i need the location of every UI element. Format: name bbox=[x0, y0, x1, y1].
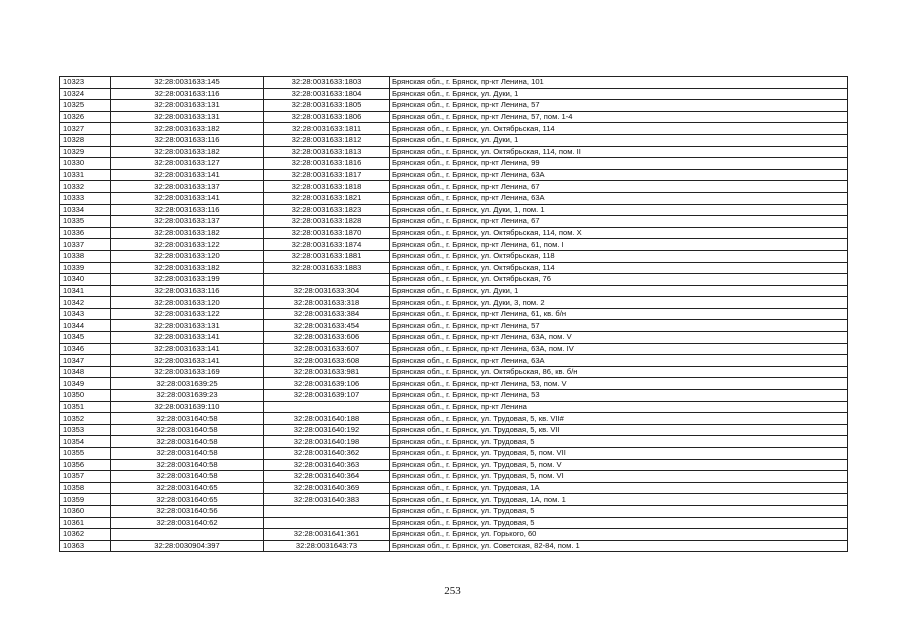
land-plot-number-cell: 32:28:0031633:145 bbox=[111, 77, 264, 89]
table-row bbox=[60, 471, 848, 483]
address-cell: Брянская обл., г. Брянск, пр-кт Ленина bbox=[390, 401, 848, 413]
row-number-cell: 10363 bbox=[60, 540, 111, 552]
object-number-cell: 32:28:0031633:608 bbox=[264, 355, 390, 367]
row-number-cell: 10362 bbox=[60, 529, 111, 541]
land-plot-number-cell: 32:28:0031640:58 bbox=[111, 471, 264, 483]
object-number-cell: 32:28:0031633:1806 bbox=[264, 111, 390, 123]
address-cell: Брянская обл., г. Брянск, пр-кт Ленина, 57 bbox=[390, 100, 848, 112]
land-plot-number-cell: 32:28:0031633:120 bbox=[111, 250, 264, 262]
object-number-cell: 32:28:0031640:363 bbox=[264, 459, 390, 471]
address-cell: Брянская обл., г. Брянск, пр-кт Ленина, 63А, пом. IV bbox=[390, 343, 848, 355]
address-cell: Брянская обл., г. Брянск, ул. Октябрьская, 114, пом. II bbox=[390, 146, 848, 158]
land-plot-number-cell: 32:28:0031633:141 bbox=[111, 343, 264, 355]
object-number-cell bbox=[264, 274, 390, 286]
address-cell: Брянская обл., г. Брянск, ул. Трудовая, 5 bbox=[390, 436, 848, 448]
address-cell: Брянская обл., г. Брянск, пр-кт Ленина, 63А bbox=[390, 355, 848, 367]
address-cell: Брянская обл., г. Брянск, пр-кт Ленина, 63А bbox=[390, 192, 848, 204]
table-row bbox=[60, 540, 848, 552]
land-plot-number-cell: 32:28:0031640:58 bbox=[111, 413, 264, 425]
land-plot-number-cell: 32:28:0031633:141 bbox=[111, 192, 264, 204]
address-cell: Брянская обл., г. Брянск, ул. Октябрьская, 114 bbox=[390, 262, 848, 274]
row-number-cell: 10345 bbox=[60, 332, 111, 344]
object-number-cell: 32:28:0031639:106 bbox=[264, 378, 390, 390]
object-number-cell: 32:28:0031640:383 bbox=[264, 494, 390, 506]
table-row bbox=[60, 216, 848, 228]
table-row bbox=[60, 146, 848, 158]
object-number-cell: 32:28:0031633:304 bbox=[264, 285, 390, 297]
land-plot-number-cell: 32:28:0031633:182 bbox=[111, 227, 264, 239]
table-row bbox=[60, 227, 848, 239]
registry-table bbox=[59, 76, 848, 552]
table-row bbox=[60, 436, 848, 448]
address-cell: Брянская обл., г. Брянск, ул. Трудовая, 5, пом. V bbox=[390, 459, 848, 471]
object-number-cell: 32:28:0031633:1811 bbox=[264, 123, 390, 135]
table-row bbox=[60, 390, 848, 402]
object-number-cell: 32:28:0031633:1805 bbox=[264, 100, 390, 112]
address-cell: Брянская обл., г. Брянск, пр-кт Ленина, 63А bbox=[390, 169, 848, 181]
object-number-cell: 32:28:0031633:1812 bbox=[264, 134, 390, 146]
land-plot-number-cell: 32:28:0031633:127 bbox=[111, 158, 264, 170]
address-cell: Брянская обл., г. Брянск, ул. Трудовая, 1А, пом. 1 bbox=[390, 494, 848, 506]
object-number-cell: 32:28:0031633:1816 bbox=[264, 158, 390, 170]
land-plot-number-cell: 32:28:0031640:62 bbox=[111, 517, 264, 529]
land-plot-number-cell: 32:28:0031633:182 bbox=[111, 123, 264, 135]
row-number-cell: 10333 bbox=[60, 192, 111, 204]
object-number-cell: 32:28:0031640:192 bbox=[264, 424, 390, 436]
object-number-cell bbox=[264, 505, 390, 517]
address-cell: Брянская обл., г. Брянск, ул. Дуки, 3, пом. 2 bbox=[390, 297, 848, 309]
row-number-cell: 10348 bbox=[60, 366, 111, 378]
row-number-cell: 10329 bbox=[60, 146, 111, 158]
address-cell: Брянская обл., г. Брянск, ул. Трудовая, 1А bbox=[390, 482, 848, 494]
address-cell: Брянская обл., г. Брянск, ул. Трудовая, 5, кв. VII bbox=[390, 424, 848, 436]
table-row bbox=[60, 285, 848, 297]
land-plot-number-cell: 32:28:0031633:122 bbox=[111, 239, 264, 251]
table-row bbox=[60, 123, 848, 135]
address-cell: Брянская обл., г. Брянск, пр-кт Ленина, 57 bbox=[390, 320, 848, 332]
land-plot-number-cell: 32:28:0031633:141 bbox=[111, 355, 264, 367]
address-cell: Брянская обл., г. Брянск, пр-кт Ленина, 53 bbox=[390, 390, 848, 402]
table-row bbox=[60, 77, 848, 89]
table-row bbox=[60, 343, 848, 355]
table-row bbox=[60, 378, 848, 390]
table-row bbox=[60, 158, 848, 170]
land-plot-number-cell: 32:28:0031633:131 bbox=[111, 320, 264, 332]
row-number-cell: 10334 bbox=[60, 204, 111, 216]
table-row bbox=[60, 169, 848, 181]
address-cell: Брянская обл., г. Брянск, ул. Октябрьская, 118 bbox=[390, 250, 848, 262]
table-row bbox=[60, 204, 848, 216]
row-number-cell: 10339 bbox=[60, 262, 111, 274]
object-number-cell: 32:28:0031633:607 bbox=[264, 343, 390, 355]
land-plot-number-cell: 32:28:0031633:131 bbox=[111, 111, 264, 123]
table-row bbox=[60, 250, 848, 262]
address-cell: Брянская обл., г. Брянск, ул. Октябрьская, 86, кв. б/н bbox=[390, 366, 848, 378]
table-row bbox=[60, 192, 848, 204]
object-number-cell: 32:28:0031633:981 bbox=[264, 366, 390, 378]
address-cell: Брянская обл., г. Брянск, ул. Октябрьская, 76 bbox=[390, 274, 848, 286]
table-row bbox=[60, 355, 848, 367]
address-cell: Брянская обл., г. Брянск, ул. Трудовая, 5 bbox=[390, 517, 848, 529]
object-number-cell: 32:28:0031641:361 bbox=[264, 529, 390, 541]
address-cell: Брянская обл., г. Брянск, пр-кт Ленина, 57, пом. 1-4 bbox=[390, 111, 848, 123]
table-row bbox=[60, 529, 848, 541]
land-plot-number-cell: 32:28:0031633:116 bbox=[111, 88, 264, 100]
object-number-cell: 32:28:0031633:1804 bbox=[264, 88, 390, 100]
address-cell: Брянская обл., г. Брянск, ул. Горького, 60 bbox=[390, 529, 848, 541]
object-number-cell: 32:28:0031633:1828 bbox=[264, 216, 390, 228]
table-row bbox=[60, 308, 848, 320]
row-number-cell: 10350 bbox=[60, 390, 111, 402]
row-number-cell: 10342 bbox=[60, 297, 111, 309]
row-number-cell: 10361 bbox=[60, 517, 111, 529]
table-row bbox=[60, 517, 848, 529]
address-cell: Брянская обл., г. Брянск, пр-кт Ленина, 61, пом. I bbox=[390, 239, 848, 251]
table-row bbox=[60, 401, 848, 413]
table-row bbox=[60, 424, 848, 436]
land-plot-number-cell: 32:28:0031639:110 bbox=[111, 401, 264, 413]
object-number-cell bbox=[264, 401, 390, 413]
row-number-cell: 10352 bbox=[60, 413, 111, 425]
table-row bbox=[60, 482, 848, 494]
row-number-cell: 10326 bbox=[60, 111, 111, 123]
row-number-cell: 10338 bbox=[60, 250, 111, 262]
row-number-cell: 10356 bbox=[60, 459, 111, 471]
row-number-cell: 10324 bbox=[60, 88, 111, 100]
address-cell: Брянская обл., г. Брянск, ул. Дуки, 1 bbox=[390, 285, 848, 297]
object-number-cell: 32:28:0031633:1870 bbox=[264, 227, 390, 239]
table-row bbox=[60, 366, 848, 378]
land-plot-number-cell: 32:28:0031633:131 bbox=[111, 100, 264, 112]
land-plot-number-cell: 32:28:0031633:141 bbox=[111, 169, 264, 181]
address-cell: Брянская обл., г. Брянск, ул. Дуки, 1 bbox=[390, 134, 848, 146]
land-plot-number-cell: 32:28:0031640:58 bbox=[111, 459, 264, 471]
row-number-cell: 10335 bbox=[60, 216, 111, 228]
table-row bbox=[60, 320, 848, 332]
row-number-cell: 10357 bbox=[60, 471, 111, 483]
row-number-cell: 10360 bbox=[60, 505, 111, 517]
table-row bbox=[60, 181, 848, 193]
row-number-cell: 10343 bbox=[60, 308, 111, 320]
table-row bbox=[60, 111, 848, 123]
address-cell: Брянская обл., г. Брянск, ул. Трудовая, 5, пом. VI bbox=[390, 471, 848, 483]
row-number-cell: 10358 bbox=[60, 482, 111, 494]
object-number-cell: 32:28:0031633:1813 bbox=[264, 146, 390, 158]
row-number-cell: 10323 bbox=[60, 77, 111, 89]
table-row bbox=[60, 297, 848, 309]
row-number-cell: 10332 bbox=[60, 181, 111, 193]
land-plot-number-cell: 32:28:0031633:120 bbox=[111, 297, 264, 309]
address-cell: Брянская обл., г. Брянск, ул. Трудовая, 5, пом. VII bbox=[390, 448, 848, 460]
object-number-cell: 32:28:0031633:1883 bbox=[264, 262, 390, 274]
object-number-cell: 32:28:0031643:73 bbox=[264, 540, 390, 552]
row-number-cell: 10355 bbox=[60, 448, 111, 460]
object-number-cell: 32:28:0031633:1821 bbox=[264, 192, 390, 204]
address-cell: Брянская обл., г. Брянск, ул. Трудовая, 5 bbox=[390, 505, 848, 517]
row-number-cell: 10328 bbox=[60, 134, 111, 146]
row-number-cell: 10346 bbox=[60, 343, 111, 355]
object-number-cell: 32:28:0031633:1803 bbox=[264, 77, 390, 89]
table-row bbox=[60, 459, 848, 471]
address-cell: Брянская обл., г. Брянск, ул. Октябрьская, 114 bbox=[390, 123, 848, 135]
row-number-cell: 10330 bbox=[60, 158, 111, 170]
land-plot-number-cell: 32:28:0031633:122 bbox=[111, 308, 264, 320]
table-row bbox=[60, 332, 848, 344]
table-row bbox=[60, 505, 848, 517]
land-plot-number-cell: 32:28:0031633:116 bbox=[111, 134, 264, 146]
object-number-cell: 32:28:0031640:364 bbox=[264, 471, 390, 483]
row-number-cell: 10351 bbox=[60, 401, 111, 413]
object-number-cell: 32:28:0031633:384 bbox=[264, 308, 390, 320]
object-number-cell: 32:28:0031640:188 bbox=[264, 413, 390, 425]
table-row bbox=[60, 239, 848, 251]
row-number-cell: 10349 bbox=[60, 378, 111, 390]
object-number-cell: 32:28:0031633:1874 bbox=[264, 239, 390, 251]
object-number-cell bbox=[264, 517, 390, 529]
address-cell: Брянская обл., г. Брянск, пр-кт Ленина, 67 bbox=[390, 216, 848, 228]
address-cell: Брянская обл., г. Брянск, ул. Советская, 82-84, пом. 1 bbox=[390, 540, 848, 552]
row-number-cell: 10336 bbox=[60, 227, 111, 239]
address-cell: Брянская обл., г. Брянск, ул. Дуки, 1, пом. 1 bbox=[390, 204, 848, 216]
object-number-cell: 32:28:0031633:454 bbox=[264, 320, 390, 332]
table-row bbox=[60, 448, 848, 460]
table-row bbox=[60, 88, 848, 100]
address-cell: Брянская обл., г. Брянск, пр-кт Ленина, 53, пом. V bbox=[390, 378, 848, 390]
address-cell: Брянская обл., г. Брянск, пр-кт Ленина, 67 bbox=[390, 181, 848, 193]
row-number-cell: 10359 bbox=[60, 494, 111, 506]
object-number-cell: 32:28:0031633:1818 bbox=[264, 181, 390, 193]
table-row bbox=[60, 413, 848, 425]
object-number-cell: 32:28:0031633:606 bbox=[264, 332, 390, 344]
object-number-cell: 32:28:0031639:107 bbox=[264, 390, 390, 402]
row-number-cell: 10344 bbox=[60, 320, 111, 332]
object-number-cell: 32:28:0031633:1823 bbox=[264, 204, 390, 216]
object-number-cell: 32:28:0031640:362 bbox=[264, 448, 390, 460]
row-number-cell: 10354 bbox=[60, 436, 111, 448]
object-number-cell: 32:28:0031640:198 bbox=[264, 436, 390, 448]
table-row bbox=[60, 494, 848, 506]
address-cell: Брянская обл., г. Брянск, пр-кт Ленина, 99 bbox=[390, 158, 848, 170]
land-plot-number-cell: 32:28:0031640:58 bbox=[111, 448, 264, 460]
land-plot-number-cell: 32:28:0031640:58 bbox=[111, 436, 264, 448]
land-plot-number-cell: 32:28:0030904:397 bbox=[111, 540, 264, 552]
address-cell: Брянская обл., г. Брянск, пр-кт Ленина, 61, кв. б/н bbox=[390, 308, 848, 320]
table-row bbox=[60, 262, 848, 274]
object-number-cell: 32:28:0031633:318 bbox=[264, 297, 390, 309]
table-row bbox=[60, 274, 848, 286]
land-plot-number-cell bbox=[111, 529, 264, 541]
land-plot-number-cell: 32:28:0031639:23 bbox=[111, 390, 264, 402]
land-plot-number-cell: 32:28:0031633:199 bbox=[111, 274, 264, 286]
land-plot-number-cell: 32:28:0031633:137 bbox=[111, 216, 264, 228]
row-number-cell: 10353 bbox=[60, 424, 111, 436]
row-number-cell: 10337 bbox=[60, 239, 111, 251]
land-plot-number-cell: 32:28:0031640:56 bbox=[111, 505, 264, 517]
registry-table-body bbox=[60, 77, 848, 552]
table-row bbox=[60, 100, 848, 112]
land-plot-number-cell: 32:28:0031639:25 bbox=[111, 378, 264, 390]
land-plot-number-cell: 32:28:0031640:65 bbox=[111, 494, 264, 506]
land-plot-number-cell: 32:28:0031633:141 bbox=[111, 332, 264, 344]
land-plot-number-cell: 32:28:0031633:116 bbox=[111, 285, 264, 297]
land-plot-number-cell: 32:28:0031640:58 bbox=[111, 424, 264, 436]
address-cell: Брянская обл., г. Брянск, пр-кт Ленина, 101 bbox=[390, 77, 848, 89]
row-number-cell: 10340 bbox=[60, 274, 111, 286]
row-number-cell: 10347 bbox=[60, 355, 111, 367]
address-cell: Брянская обл., г. Брянск, пр-кт Ленина, 63А, пом. V bbox=[390, 332, 848, 344]
object-number-cell: 32:28:0031640:369 bbox=[264, 482, 390, 494]
object-number-cell: 32:28:0031633:1817 bbox=[264, 169, 390, 181]
land-plot-number-cell: 32:28:0031640:65 bbox=[111, 482, 264, 494]
land-plot-number-cell: 32:28:0031633:182 bbox=[111, 262, 264, 274]
address-cell: Брянская обл., г. Брянск, ул. Трудовая, 5, кв. VII# bbox=[390, 413, 848, 425]
row-number-cell: 10341 bbox=[60, 285, 111, 297]
page-number: 253 bbox=[444, 585, 461, 597]
object-number-cell: 32:28:0031633:1881 bbox=[264, 250, 390, 262]
land-plot-number-cell: 32:28:0031633:137 bbox=[111, 181, 264, 193]
land-plot-number-cell: 32:28:0031633:182 bbox=[111, 146, 264, 158]
table-row bbox=[60, 134, 848, 146]
land-plot-number-cell: 32:28:0031633:169 bbox=[111, 366, 264, 378]
row-number-cell: 10331 bbox=[60, 169, 111, 181]
land-plot-number-cell: 32:28:0031633:116 bbox=[111, 204, 264, 216]
address-cell: Брянская обл., г. Брянск, ул. Дуки, 1 bbox=[390, 88, 848, 100]
row-number-cell: 10327 bbox=[60, 123, 111, 135]
address-cell: Брянская обл., г. Брянск, ул. Октябрьская, 114, пом. X bbox=[390, 227, 848, 239]
row-number-cell: 10325 bbox=[60, 100, 111, 112]
